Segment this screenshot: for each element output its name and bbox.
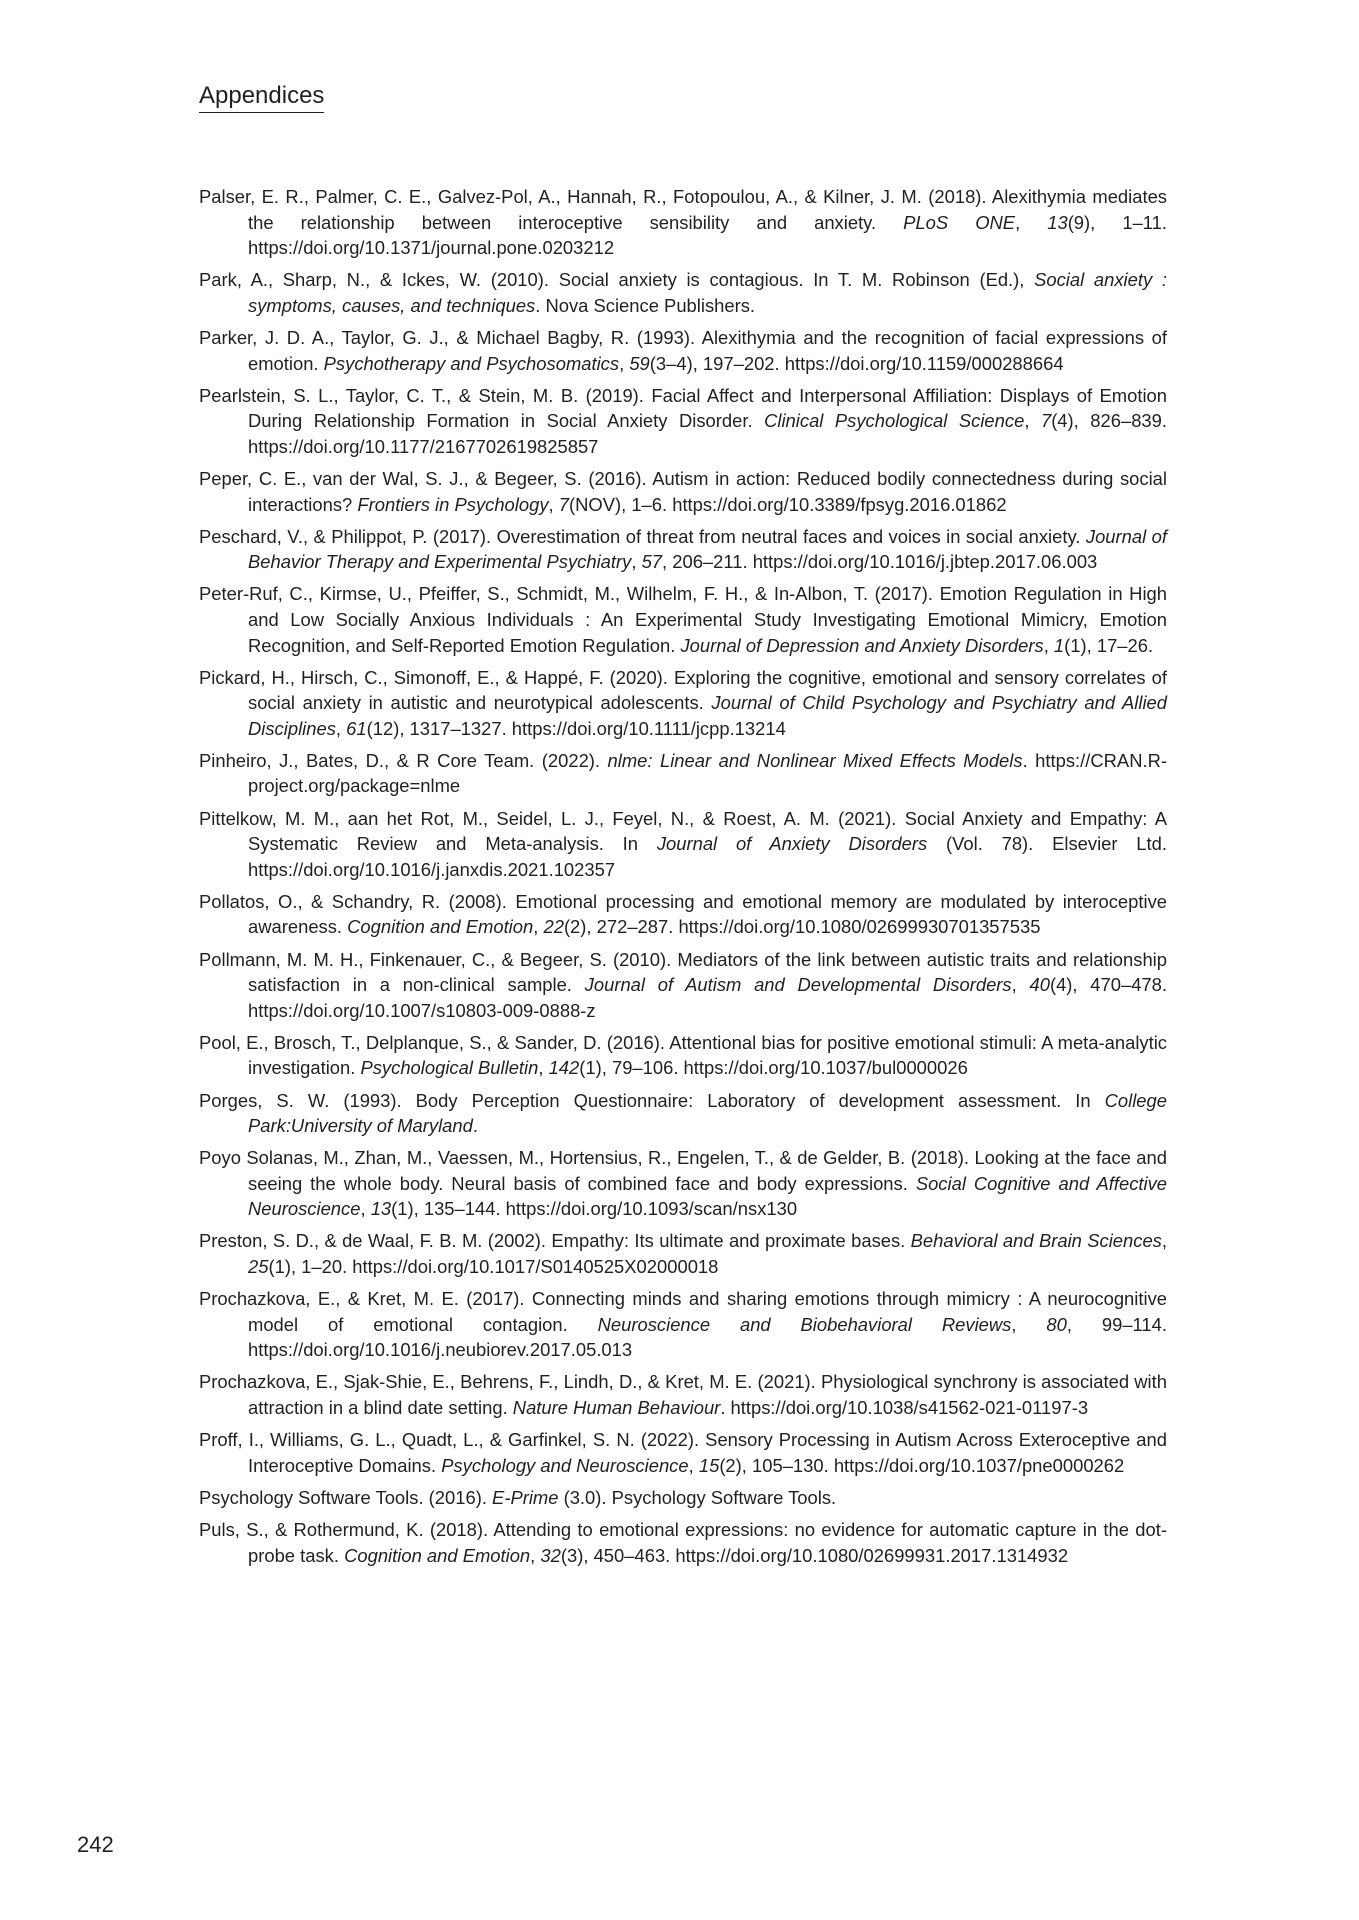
reference-text: (12), 1317–1327. https://doi.org/10.1111/jcpp.13214 xyxy=(366,717,786,739)
reference-text: , xyxy=(1161,1230,1167,1252)
reference-italic-text: Cognition and Emotion xyxy=(344,1544,531,1566)
reference-italic-text: College Park:University of Maryland xyxy=(248,1089,1167,1137)
reference-text: Pickard, H., Hirsch, C., Simonoff, E., & Happé, F. (2020). Exploring the cognitive, emotional and sensory correlates of social anxiety in autistic and neurotypical adolescents. xyxy=(199,666,1167,714)
reference-italic-text: 142 xyxy=(548,1057,580,1079)
reference-text: , xyxy=(538,1057,549,1079)
reference-text: , xyxy=(335,717,347,739)
reference-text: (9), 1–11. https://doi.org/10.1371/journal.pone.0203212 xyxy=(248,211,1167,259)
reference-italic-text: PLoS ONE xyxy=(903,211,1016,233)
reference-text: (NOV), 1–6. https://doi.org/10.3389/fpsyg.2016.01862 xyxy=(569,493,1007,515)
reference-text: , xyxy=(1015,211,1048,233)
reference-italic-text: 57 xyxy=(641,551,663,573)
reference-entry xyxy=(199,947,1167,1024)
reference-text: , xyxy=(548,493,559,515)
reference-italic-text: 7 xyxy=(558,493,569,515)
reference-text: , xyxy=(631,551,642,573)
reference-italic-text: 1 xyxy=(1053,634,1065,656)
reference-text: . xyxy=(472,1115,478,1137)
reference-text: , 206–211. https://doi.org/10.1016/j.jbtep.2017.06.003 xyxy=(662,551,1098,573)
reference-entry xyxy=(199,748,1167,799)
reference-text: (1), 17–26. xyxy=(1064,634,1154,656)
reference-text: (2), 105–130. https://doi.org/10.1037/pne0000262 xyxy=(719,1454,1125,1476)
reference-italic-text: Nature Human Behaviour xyxy=(512,1397,721,1419)
reference-text: Pearlstein, S. L., Taylor, C. T., & Stein, M. B. (2019). Facial Affect and Interpersonal Affiliation: Displays of Emotion During Relationship Formation in Social Anxiety Disorder. xyxy=(199,384,1167,432)
reference-text: Peper, C. E., van der Wal, S. J., & Begeer, S. (2016). Autism in action: Reduced bodily connectedness during social interactions? xyxy=(199,467,1167,515)
reference-entry xyxy=(199,1427,1167,1478)
reference-text: (1), 1–20. https://doi.org/10.1017/S0140525X02000018 xyxy=(268,1256,719,1278)
reference-italic-text: Psychology and Neuroscience xyxy=(441,1454,689,1476)
reference-text: Puls, S., & Rothermund, K. (2018). Attending to emotional expressions: no evidence for automatic capture in the dot-probe task. xyxy=(199,1518,1167,1566)
reference-italic-text: 22 xyxy=(543,916,564,938)
reference-italic-text: Social anxiety : symptoms, causes, and techniques xyxy=(248,269,1167,316)
reference-italic-text: Journal of Anxiety Disorders xyxy=(656,833,928,855)
reference-text: Pool, E., Brosch, T., Delplanque, S., & Sander, D. (2016). Attentional bias for positive emotional stimuli: A meta-analytic investigation. xyxy=(199,1031,1167,1079)
reference-entry xyxy=(199,665,1167,742)
reference-entry xyxy=(199,806,1167,883)
reference-text: , xyxy=(688,1454,699,1476)
reference-text: Pittelkow, M. M., aan het Rot, M., Seidel, L. J., Feyel, N., & Roest, A. M. (2021). Social Anxiety and Empathy: A Systematic Review and Meta-analysis. In xyxy=(199,807,1167,855)
reference-italic-text: Journal of Depression and Anxiety Disorders xyxy=(680,634,1044,656)
reference-text: , 99–114. https://doi.org/10.1016/j.neubiorev.2017.05.013 xyxy=(248,1313,1167,1361)
reference-entry xyxy=(199,1145,1167,1222)
reference-italic-text: 59 xyxy=(629,352,650,374)
reference-entry xyxy=(199,889,1167,940)
reference-text: Peter-Ruf, C., Kirmse, U., Pfeiffer, S., Schmidt, M., Wilhelm, F. H., & In-Albon, T. (2017). Emotion Regulation in High and Low Socially Anxious Individuals : An Experimental Study Investigating Emotional Mimicry, Emotion Recognition, and Self-Reported Emotion Regulation. xyxy=(199,583,1167,656)
reference-text: Poyo Solanas, M., Zhan, M., Vaessen, M., Hortensius, R., Engelen, T., & de Gelder, B. (2018). Looking at the face and seeing the whole body. Neural basis of combined face and body expressions. xyxy=(199,1147,1167,1194)
reference-text: Porges, S. W. (1993). Body Perception Questionnaire: Laboratory of development assessment. In xyxy=(199,1089,1105,1111)
reference-text: (4), 470–478. https://doi.org/10.1007/s10803-009-0888-z xyxy=(248,974,1167,1021)
reference-text: , xyxy=(619,352,630,374)
reference-italic-text: Journal of Autism and Developmental Disorders xyxy=(584,974,1012,996)
reference-text: , xyxy=(533,916,544,938)
reference-italic-text: 15 xyxy=(698,1454,720,1476)
reference-italic-text: Psychological Bulletin xyxy=(360,1057,539,1079)
running-header: Appendices xyxy=(199,82,324,113)
reference-text: . https://doi.org/10.1038/s41562-021-01197-3 xyxy=(720,1397,1089,1419)
reference-entry xyxy=(199,1517,1167,1568)
reference-text: . Nova Science Publishers. xyxy=(535,294,756,316)
reference-text: (3.0). Psychology Software Tools. xyxy=(558,1486,837,1508)
reference-list xyxy=(199,184,1167,1575)
reference-entry xyxy=(199,1369,1167,1420)
reference-entry xyxy=(199,1485,1167,1511)
reference-text: (Vol. 78). Elsevier Ltd. https://doi.org/10.1016/j.janxdis.2021.102357 xyxy=(248,833,1167,880)
reference-text: Pollatos, O., & Schandry, R. (2008). Emotional processing and emotional memory are modulated by interoceptive awareness. xyxy=(199,890,1167,938)
reference-italic-text: Journal of Behavior Therapy and Experimental Psychiatry xyxy=(248,525,1167,573)
reference-text: Preston, S. D., & de Waal, F. B. M. (2002). Empathy: Its ultimate and proximate bases. xyxy=(199,1230,911,1252)
reference-entry xyxy=(199,524,1167,575)
reference-text: (3), 450–463. https://doi.org/10.1080/02699931.2017.1314932 xyxy=(560,1544,1069,1566)
reference-text: (3–4), 197–202. https://doi.org/10.1159/000288664 xyxy=(649,352,1064,374)
reference-entry xyxy=(199,1286,1167,1363)
reference-text: Pollmann, M. M. H., Finkenauer, C., & Begeer, S. (2010). Mediators of the link between autistic traits and relationship satisfaction in a non-clinical sample. xyxy=(199,948,1167,996)
reference-italic-text: Neuroscience and Biobehavioral Reviews xyxy=(597,1313,1012,1335)
reference-italic-text: 32 xyxy=(540,1544,561,1566)
reference-text: , xyxy=(1043,634,1054,656)
reference-text: (1), 79–106. https://doi.org/10.1037/bul0000026 xyxy=(579,1057,968,1079)
reference-italic-text: Clinical Psychological Science xyxy=(764,410,1025,432)
reference-text: , xyxy=(360,1198,371,1220)
reference-italic-text: Cognition and Emotion xyxy=(347,916,534,938)
reference-text: Prochazkova, E., Sjak-Shie, E., Behrens, F., Lindh, D., & Kret, M. E. (2021). Physiological synchrony is associated with attraction in a blind date setting. xyxy=(199,1371,1167,1419)
reference-text: Psychology Software Tools. (2016). xyxy=(199,1486,493,1508)
reference-text: (4), 826–839. https://doi.org/10.1177/2167702619825857 xyxy=(248,410,1167,457)
reference-text: Proff, I., Williams, G. L., Quadt, L., & Garfinkel, S. N. (2022). Sensory Processing in Autism Across Exteroceptive and Interoceptive Domains. xyxy=(199,1429,1167,1476)
reference-italic-text: Behavioral and Brain Sciences xyxy=(910,1230,1162,1252)
reference-italic-text: 7 xyxy=(1040,410,1052,432)
reference-italic-text: E-Prime xyxy=(492,1486,559,1508)
reference-entry xyxy=(199,466,1167,517)
reference-italic-text: Journal of Child Psychology and Psychiatry and Allied Disciplines xyxy=(248,692,1167,739)
reference-text: , xyxy=(530,1544,541,1566)
reference-text: Palser, E. R., Palmer, C. E., Galvez-Pol, A., Hannah, R., Fotopoulou, A., & Kilner, J. M. (2018). Alexithymia mediates the relationship between interoceptive sensibility and anxiety. xyxy=(199,186,1167,233)
reference-entry xyxy=(199,1030,1167,1081)
reference-italic-text: Frontiers in Psychology xyxy=(357,493,549,515)
reference-italic-text: Psychotherapy and Psychosomatics xyxy=(323,352,620,374)
reference-text: (2), 272–287. https://doi.org/10.1080/02699930701357535 xyxy=(563,916,1041,938)
reference-text: Peschard, V., & Philippot, P. (2017). Overestimation of threat from neutral faces and voices in social anxiety. xyxy=(199,525,1086,547)
reference-entry xyxy=(199,184,1167,261)
reference-entry xyxy=(199,581,1167,658)
reference-italic-text: nlme: Linear and Nonlinear Mixed Effects Models xyxy=(607,749,1023,771)
page-number: 242 xyxy=(77,1832,114,1857)
reference-italic-text: 25 xyxy=(248,1256,269,1278)
reference-entry xyxy=(199,325,1167,376)
reference-text: Parker, J. D. A., Taylor, G. J., & Michael Bagby, R. (1993). Alexithymia and the recognition of facial expressions of emotion. xyxy=(199,326,1167,374)
reference-entry xyxy=(199,1088,1167,1139)
reference-entry xyxy=(199,1228,1167,1279)
reference-text: . https://CRAN.R-project.org/package=nlme xyxy=(248,749,1167,797)
reference-entry xyxy=(199,267,1167,318)
reference-text: Pinheiro, J., Bates, D., & R Core Team. (2022). xyxy=(199,749,608,771)
reference-text: Park, A., Sharp, N., & Ickes, W. (2010). Social anxiety is contagious. In T. M. Robinson (Ed.), xyxy=(199,269,1035,291)
reference-italic-text: 13 xyxy=(1047,211,1068,233)
reference-italic-text: 61 xyxy=(346,717,367,739)
reference-text: , xyxy=(1011,974,1030,996)
reference-text: , xyxy=(1011,1313,1047,1335)
reference-italic-text: Social Cognitive and Affective Neuroscience xyxy=(248,1172,1168,1220)
reference-entry xyxy=(199,383,1167,460)
reference-italic-text: 80 xyxy=(1046,1313,1067,1335)
reference-text: (1), 135–144. https://doi.org/10.1093/scan/nsx130 xyxy=(391,1198,798,1220)
reference-text: , xyxy=(1024,410,1041,432)
reference-italic-text: 40 xyxy=(1029,974,1050,996)
reference-italic-text: 13 xyxy=(370,1198,392,1220)
reference-text: Prochazkova, E., & Kret, M. E. (2017). Connecting minds and sharing emotions through mimicry : A neurocognitive model of emotional contagion. xyxy=(199,1288,1167,1335)
